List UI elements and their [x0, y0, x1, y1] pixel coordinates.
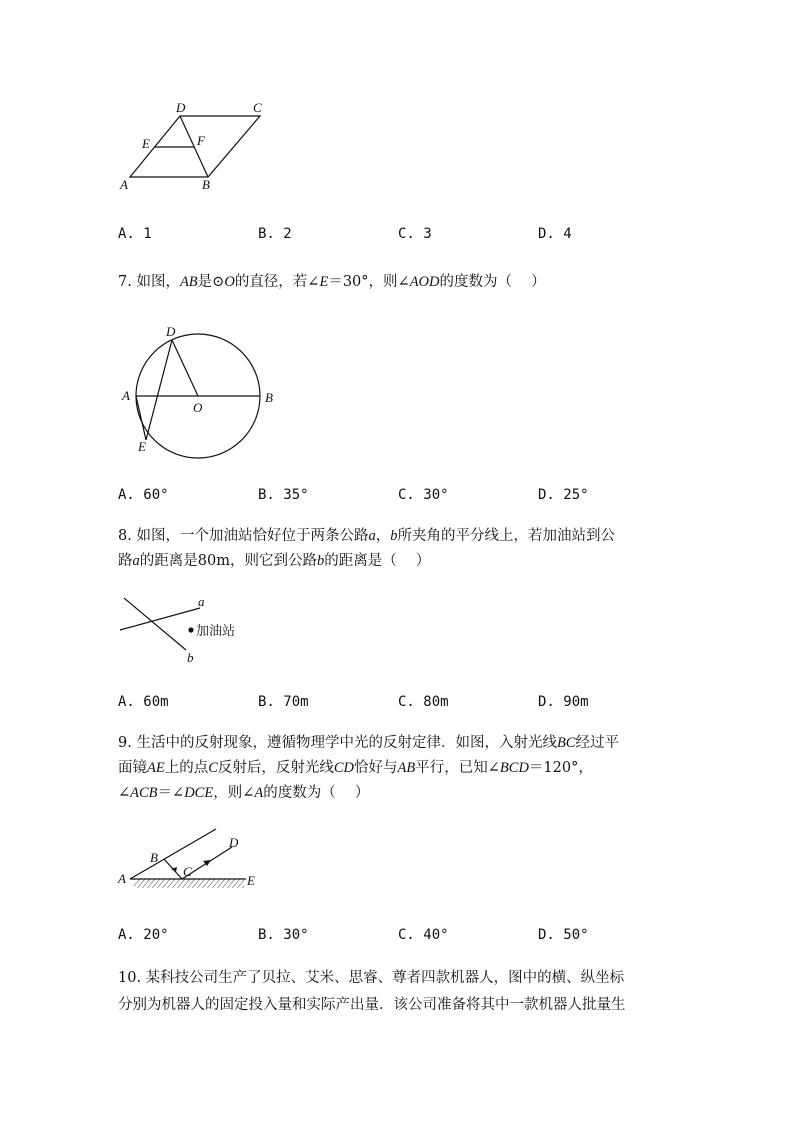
- q8-text: 所夹角的平分线上，若加油站到公: [397, 528, 615, 544]
- q6-option-b[interactable]: B. 2: [258, 226, 292, 242]
- label-road-b: b: [187, 650, 194, 665]
- q7-o: O: [224, 274, 235, 290]
- road-a-symbol: a: [132, 553, 140, 569]
- q9-c: C: [208, 760, 218, 776]
- road-a-symbol: a: [368, 528, 376, 544]
- q7-option-a[interactable]: A. 60°: [118, 487, 169, 503]
- label-d: D: [176, 100, 186, 115]
- q9-line-3: [118, 781, 369, 802]
- q7-text-5: 的度数为（ ）: [439, 274, 546, 290]
- q9-bcd: BCD: [499, 760, 529, 776]
- q8-text: 的距离是80m，则它到公路: [139, 553, 317, 569]
- q9-text: 的度数为（ ）: [263, 785, 370, 801]
- q6-option-c[interactable]: C. 3: [398, 226, 432, 242]
- q8-text: 路: [118, 553, 133, 569]
- q9-ab: AB: [397, 760, 416, 776]
- q8-option-c[interactable]: C. 80m: [398, 694, 449, 710]
- circle-figure: [110, 318, 290, 464]
- q7-text-3: 的直径，若∠: [234, 274, 320, 290]
- q8-line-2: [118, 549, 430, 570]
- q10-line-1: 10. 某科技公司生产了贝拉、艾米、思睿、尊者四款机器人，图中的横、纵坐标: [118, 970, 625, 986]
- mirror-figure: [110, 825, 270, 900]
- q9-option-a[interactable]: A. 20°: [118, 927, 169, 943]
- q9-text: ∠: [118, 785, 131, 801]
- q9-line-1: [118, 731, 619, 752]
- q9-ae: AE: [147, 760, 165, 776]
- q8-text: 的距离是（ ）: [324, 553, 431, 569]
- label-b: B: [265, 390, 273, 405]
- q9-a: A: [254, 785, 264, 801]
- mirror-hatch: [134, 879, 244, 888]
- label-d: D: [166, 324, 176, 339]
- q7-e: E: [319, 274, 329, 290]
- q8-option-b[interactable]: B. 70m: [258, 694, 309, 710]
- q8-option-a[interactable]: A. 60m: [118, 694, 169, 710]
- road-b-symbol: b: [390, 528, 398, 544]
- q7-option-c[interactable]: C. 30°: [398, 487, 449, 503]
- parallelogram-figure: [110, 95, 280, 195]
- q9-dce: DCE: [184, 785, 214, 801]
- label-a: A: [120, 177, 128, 192]
- q8-text: 8. 如图，一个加油站恰好位于两条公路: [118, 528, 369, 544]
- q6-option-a[interactable]: A. 1: [118, 226, 152, 242]
- label-d: D: [229, 835, 239, 850]
- q9-option-c[interactable]: C. 40°: [398, 927, 449, 943]
- label-e: E: [142, 136, 150, 151]
- label-b: B: [150, 850, 158, 865]
- q9-bc: BC: [556, 735, 576, 751]
- road-b-symbol: b: [316, 553, 325, 569]
- q9-text: 反射后，反射光线: [217, 760, 334, 776]
- q9-option-b[interactable]: B. 30°: [258, 927, 309, 943]
- q7-aod: AOD: [409, 274, 440, 290]
- q9-acb: ACB: [130, 785, 158, 801]
- q9-text: 9. 生活中的反射现象，遵循物理学中光的反射定律．如图，入射光线: [118, 735, 557, 751]
- q9-text: 平行，已知∠: [415, 760, 500, 776]
- label-e: E: [247, 873, 255, 888]
- q7-stem: [118, 270, 546, 291]
- q8-comma: ，: [375, 528, 391, 544]
- q9-text: ，则∠: [213, 785, 255, 801]
- label-b: B: [202, 177, 210, 192]
- label-a: A: [122, 388, 130, 403]
- q6-option-d[interactable]: D. 4: [538, 226, 572, 242]
- q7-text-1: 7. 如图，: [118, 274, 180, 290]
- q7-text-4: ＝30°，则∠: [328, 274, 410, 290]
- label-road-a: a: [198, 594, 205, 609]
- station-dot: [188, 627, 193, 632]
- q8-line-1: [118, 524, 615, 545]
- q7-option-b[interactable]: B. 35°: [258, 487, 309, 503]
- q9-cd: CD: [333, 760, 355, 776]
- q7-option-d[interactable]: D. 25°: [538, 487, 589, 503]
- q9-text: 面镜: [118, 760, 147, 776]
- label-station: 加油站: [196, 624, 236, 639]
- label-c: C: [183, 864, 192, 879]
- q9-text: 经过平: [575, 735, 619, 751]
- q8-option-d[interactable]: D. 90m: [538, 694, 589, 710]
- label-e: E: [138, 439, 146, 454]
- q9-text: ＝∠: [157, 785, 185, 801]
- label-o: O: [193, 400, 203, 415]
- q7-text-2: 是: [197, 274, 213, 290]
- circle-symbol: ⊙: [212, 274, 225, 290]
- q9-option-d[interactable]: D. 50°: [538, 927, 589, 943]
- label-f: F: [197, 133, 205, 148]
- roads-figure: [110, 590, 270, 670]
- q10-line-2: 分别为机器人的固定投入量和实际产出量．该公司准备将其中一款机器人批量生: [118, 997, 626, 1013]
- q9-text: 恰好与: [354, 760, 398, 776]
- label-c: C: [253, 100, 262, 115]
- q9-text: ＝120°，: [528, 760, 593, 776]
- q9-text: 上的点: [164, 760, 209, 776]
- q9-line-2: [118, 756, 593, 777]
- label-a: A: [118, 871, 126, 886]
- q7-ab: AB: [179, 274, 198, 290]
